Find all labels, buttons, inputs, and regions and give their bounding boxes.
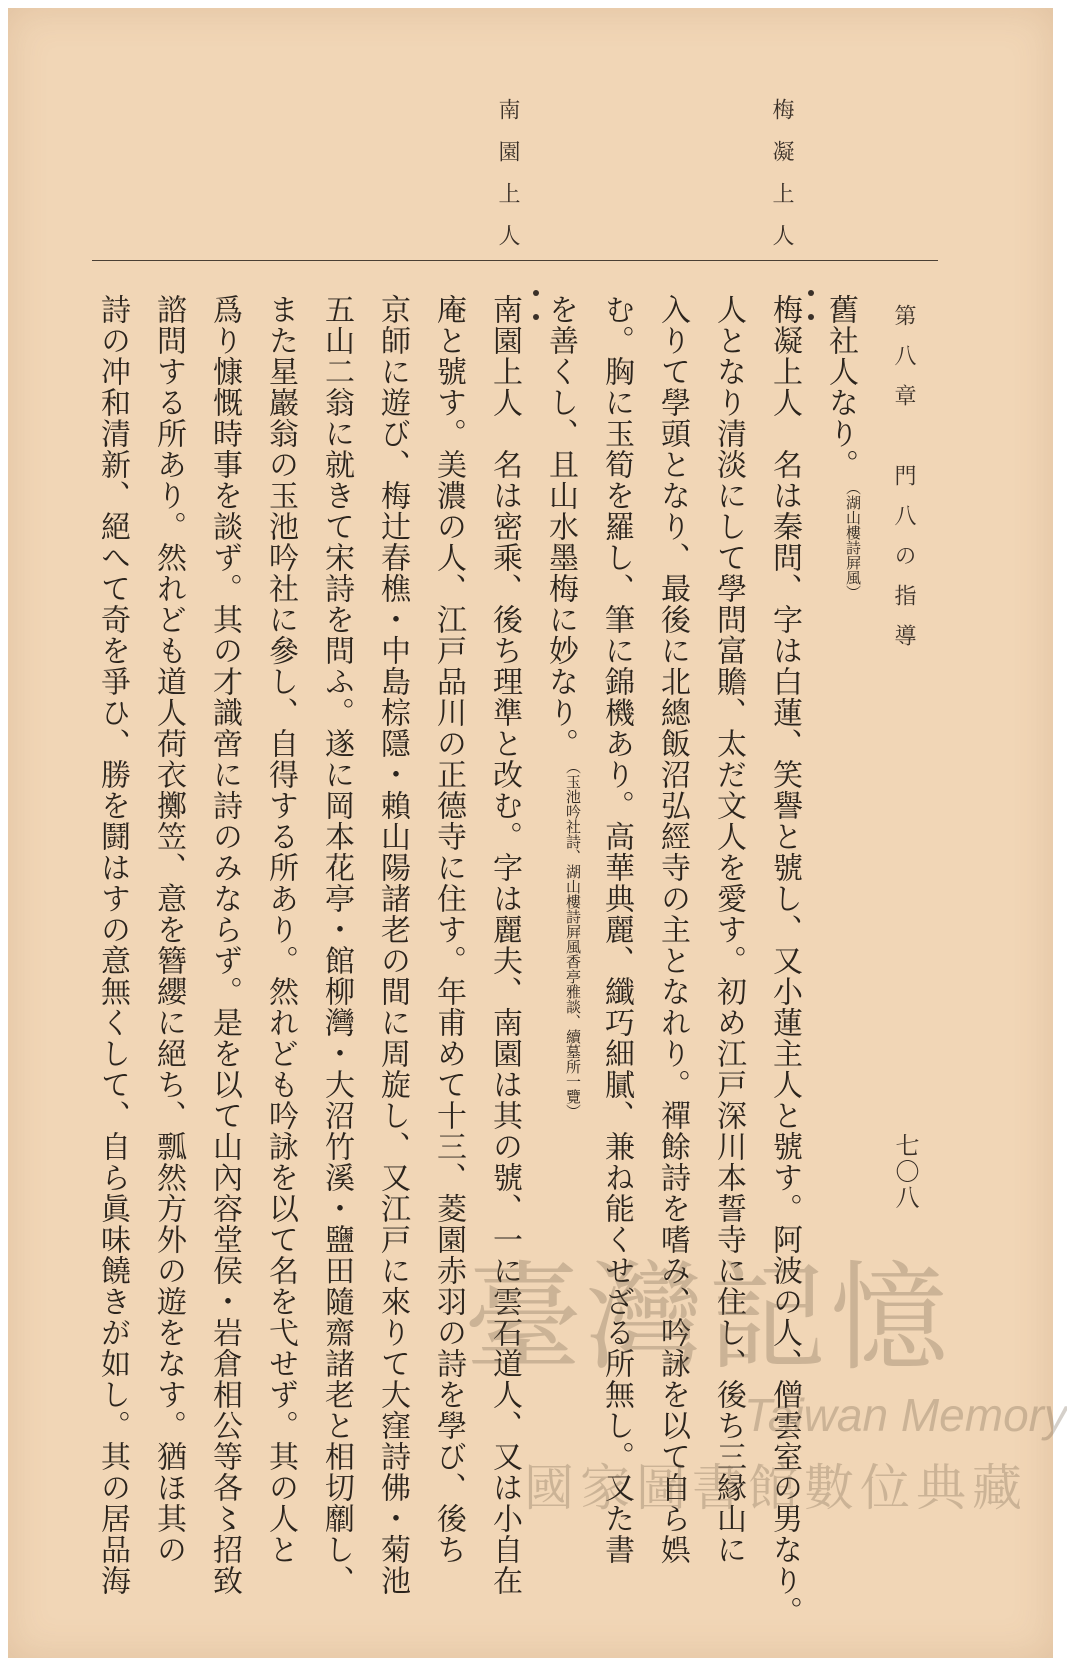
- note-line: 湖山樓: [844, 495, 862, 540]
- emphasis-dot: [808, 290, 814, 296]
- text-column-10: 五山二翁に就きて宋詩を問ふ。遂に岡本花亭・館柳灣・大沼竹溪・鹽田隨齋諸老と相切劘し、: [319, 294, 354, 1596]
- watermark-subtitle-en: Taiwan Memory: [744, 1389, 1067, 1441]
- emphasis-dot: [533, 314, 539, 320]
- heading-baigyo: 梅凝上人: [769, 98, 794, 266]
- emphasis-dot: [533, 290, 539, 296]
- text-column-13: 諮問する所あり。然れども道人荷衣擲笠、意を簪纓に絕ち、瓢然方外の遊をなす。猶ほ其の: [151, 294, 186, 1565]
- text-column-14: 詩の冲和清新、絕へて奇を爭ひ、勝を鬪はすの意無くして、自ら眞味饒きが如し。其の居品海: [95, 294, 130, 1596]
- watermark-title: 臺灣記憶: [464, 1249, 953, 1387]
- text-line: 舊社人なり。: [823, 294, 858, 480]
- text-column-12: 爲り慷慨時事を談ず。其の才識啻に詩のみならず。是を以て山內容堂侯・岩倉相公等各〻招致: [207, 294, 242, 1596]
- book-page: [8, 8, 1067, 1658]
- text-column-9: 京師に遊び、梅辻春樵・中島棕隱・賴山陽諸老の間に周旋し、又江戸に來りて大窪詩佛・菊池: [375, 294, 410, 1596]
- text-column-2: 梅凝上人 名は秦問、字は白蓮、笑譽と號し、又小蓮主人と號す。阿波の人、僧雲室の男なり。: [767, 294, 802, 1627]
- emphasis-dot: [808, 314, 814, 320]
- text-column-8: 庵と號す。美濃の人、江戸品川の正德寺に住す。年甫めて十三、菱園赤羽の詩を學び、後ち: [431, 294, 466, 1565]
- source-note: （玉池吟社詩、湖山樓詩屛風香亭雅談、續墓所一覽）: [564, 759, 582, 1119]
- note-line: 詩屛風: [844, 540, 862, 585]
- text-column-7: 南園上人 名は密乘、後ち理準と改む。字は麗夫、南園は其の號、一に雲石道人、又は小自在: [487, 294, 522, 1596]
- text-line: を善くし、且山水墨梅に妙なり。: [543, 294, 578, 759]
- page-number: 七〇八: [891, 1133, 919, 1211]
- header-divider: [92, 260, 938, 261]
- text-column-11: また星巖翁の玉池吟社に參し、自得する所あり。然れども吟詠を以て名を弋せず。其の人と: [263, 294, 298, 1565]
- text-column-3: 人となり清淡にして學問富贍、太だ文人を愛す。初め江戸深川本誓寺に住し、後ち三縁山に: [711, 294, 746, 1565]
- note-line: 玉池吟社詩、湖山樓詩屛風: [564, 774, 582, 954]
- text-column-4: 入りて學頭となり、最後に北總飯沼弘經寺の主となれり。禪餘詩を嗜み、吟詠を以て自ら娯: [655, 294, 690, 1565]
- heading-nanen: 南園上人: [495, 98, 520, 266]
- watermark-subtitle-cn: 國家圖書館數位典藏: [524, 1459, 1028, 1517]
- note-line: 香亭雅談、續墓所一覽: [564, 954, 582, 1104]
- text-column-6: [538, 294, 582, 1119]
- source-note: （湖山樓詩屛風）: [844, 480, 862, 600]
- text-column-5: む。胸に玉筍を羅し、筆に錦機あり。高華典麗、纖巧細膩、兼ね能くせざる所無し。又た書: [599, 294, 634, 1565]
- chapter-header: 第八章 門八の指導: [891, 304, 916, 664]
- text-column-1: [818, 294, 862, 600]
